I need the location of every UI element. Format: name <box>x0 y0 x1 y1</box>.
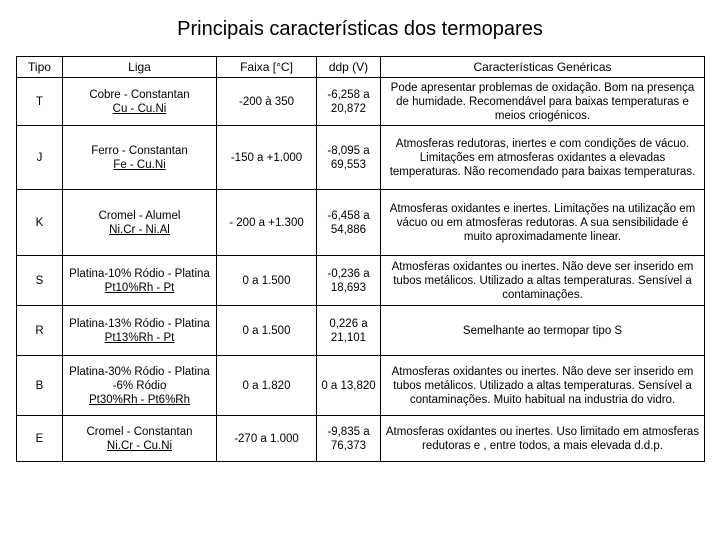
cell-liga <box>63 416 217 462</box>
liga-symbol: Cu - Cu.Ni <box>112 102 167 115</box>
cell-tipo: E <box>17 416 63 462</box>
cell-faixa: 0 a 1.500 <box>217 256 317 306</box>
liga-name: Cobre - Constantan <box>89 88 190 101</box>
liga-name: Platina-10% Ródio - Platina <box>69 267 210 280</box>
thermocouple-table <box>16 56 705 462</box>
table-row <box>17 126 705 190</box>
liga-symbol: Pt13%Rh - Pt <box>104 331 175 344</box>
liga-symbol: Fe - Cu.Ni <box>113 158 166 171</box>
cell-caracteristicas: Atmosferas oxidantes e inertes. Limitações na utilização em vácuo ou em atmosferas redutoras. A sua sensibilidade é muito aproximadamente linear. <box>381 190 705 256</box>
cell-faixa: 0 a 1.820 <box>217 356 317 416</box>
cell-caracteristicas: Semelhante ao termopar tipo S <box>381 306 705 356</box>
table-row <box>17 256 705 306</box>
cell-faixa: -150 a +1.000 <box>217 126 317 190</box>
liga-name: Platina-13% Ródio - Platina <box>69 317 210 330</box>
cell-liga <box>63 190 217 256</box>
cell-liga <box>63 256 217 306</box>
cell-faixa: -200 à 350 <box>217 78 317 126</box>
cell-ddp: -6,258 a 20,872 <box>317 78 381 126</box>
table-row <box>17 356 705 416</box>
table-row <box>17 416 705 462</box>
header-tipo: Tipo <box>17 57 63 78</box>
cell-faixa: 0 a 1.500 <box>217 306 317 356</box>
page-title: Principais características dos termopares <box>177 18 543 40</box>
cell-tipo: T <box>17 78 63 126</box>
cell-caracteristicas: Pode apresentar problemas de oxidação. Bom na presença de humidade. Recomendável para baixas temperaturas e meios criogénicos. <box>381 78 705 126</box>
liga-name: Platina-30% Ródio - Platina -6% Ródio <box>69 365 210 392</box>
cell-ddp: 0,226 a 21,101 <box>317 306 381 356</box>
liga-symbol: Pt10%Rh - Pt <box>104 281 175 294</box>
liga-name: Ferro - Constantan <box>91 144 188 157</box>
cell-liga <box>63 126 217 190</box>
cell-caracteristicas: Atmosferas oxidantes ou inertes. Não deve ser inserido em tubos metálicos. Utilizado a altas temperaturas. Sensível a contaminações. <box>381 256 705 306</box>
cell-liga <box>63 356 217 416</box>
cell-tipo: S <box>17 256 63 306</box>
cell-liga <box>63 306 217 356</box>
table-row <box>17 306 705 356</box>
cell-ddp: 0 a 13,820 <box>317 356 381 416</box>
liga-name: Cromel - Constantan <box>86 425 193 438</box>
header-caracteristicas: Características Genéricas <box>381 57 705 78</box>
header-faixa: Faixa [°C] <box>217 57 317 78</box>
header-liga: Liga <box>63 57 217 78</box>
cell-liga <box>63 78 217 126</box>
table-header-row <box>17 57 705 78</box>
cell-ddp: -8,095 a 69,553 <box>317 126 381 190</box>
table-row <box>17 78 705 126</box>
liga-symbol: Ni.Cr - Ni.Al <box>109 223 170 236</box>
cell-ddp: -6,458 a 54,886 <box>317 190 381 256</box>
cell-ddp: -9,835 a 76,373 <box>317 416 381 462</box>
liga-symbol: Pt30%Rh - Pt6%Rh <box>89 393 190 406</box>
cell-caracteristicas: Atmosferas redutoras, inertes e com condições de vácuo. Limitações em atmosferas oxidantes a elevadas temperaturas. Não recomendado para baixas temperaturas. <box>381 126 705 190</box>
cell-tipo: B <box>17 356 63 416</box>
cell-ddp: -0,236 a 18,693 <box>317 256 381 306</box>
header-ddp: ddp (V) <box>317 57 381 78</box>
cell-caracteristicas: Atmosferas oxidantes ou inertes. Não deve ser inserido em tubos metálicos. Utilizado a altas temperaturas. Sensível a contaminações. Muito habitual na industria do vidro. <box>381 356 705 416</box>
cell-tipo: J <box>17 126 63 190</box>
cell-tipo: K <box>17 190 63 256</box>
cell-faixa: - 200 a +1.300 <box>217 190 317 256</box>
liga-symbol: Ni.Cr - Cu.Ni <box>106 439 173 452</box>
liga-name: Cromel - Alumel <box>98 209 181 222</box>
cell-caracteristicas: Atmosferas oxidantes ou inertes. Uso limitado em atmosferas redutoras e , entre todos, a mais elevada d.d.p. <box>381 416 705 462</box>
cell-tipo: R <box>17 306 63 356</box>
cell-faixa: -270 a 1.000 <box>217 416 317 462</box>
table-row <box>17 190 705 256</box>
